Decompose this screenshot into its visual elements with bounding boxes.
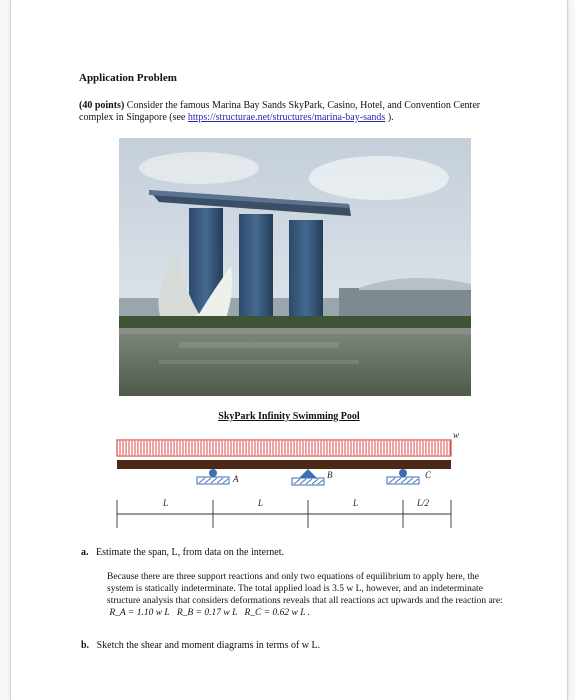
intro-text-end: ). [385, 112, 394, 123]
support-label-b: B [327, 470, 333, 480]
support-label-a: A [233, 474, 239, 484]
question-a-label: a. [81, 547, 89, 558]
reaction-c: R_C = 0.62 w L . [244, 608, 311, 618]
reaction-b: R_B = 0.17 w L [176, 608, 238, 618]
page-heading: Application Problem [79, 72, 177, 84]
beam-diagram [101, 432, 461, 532]
reaction-a: R_A = 1.10 w L [109, 608, 170, 618]
load-label: w [453, 432, 460, 440]
reaction-paragraph-text: Because there are three support reactions and only two equations of equilibrium to apply here, the system is statically indeterminate. The total applied load is 3.5 w L, however, and an indeterminate structure analysis that considers deformations reveals that all reactions act upwards and the reaction are: [107, 572, 503, 606]
distributed-load [117, 440, 451, 456]
document-page [10, 0, 568, 700]
support-b [292, 469, 324, 485]
question-b-text: Sketch the shear and moment diagrams in terms of w L. [96, 640, 321, 651]
figure-caption: SkyPark Infinity Swimming Pool [218, 411, 360, 422]
points-label: (40 points) [79, 100, 125, 111]
span-label-3: L [353, 498, 359, 508]
marina-bay-sands-photo [119, 138, 471, 396]
span-label-1: L [163, 498, 169, 508]
question-b [81, 640, 320, 651]
reaction-paragraph [107, 571, 507, 619]
structurae-link[interactable]: https://structurae.net/structures/marina-bay-sands [187, 112, 386, 123]
span-label-4: L/2 [417, 498, 430, 508]
question-a-text: Estimate the span, L, from data on the internet. [96, 547, 284, 558]
intro-text: Consider the famous Marina Bay Sands SkyPark, Casino, Hotel, and Convention Center complex in Singapore (see [79, 100, 481, 123]
beam [117, 460, 451, 469]
support-label-c: C [425, 470, 432, 480]
span-label-2: L [258, 498, 264, 508]
question-a [81, 547, 284, 558]
question-b-label: b. [81, 640, 90, 651]
support-a [197, 469, 229, 484]
support-c [387, 469, 419, 484]
intro-paragraph [79, 100, 499, 124]
